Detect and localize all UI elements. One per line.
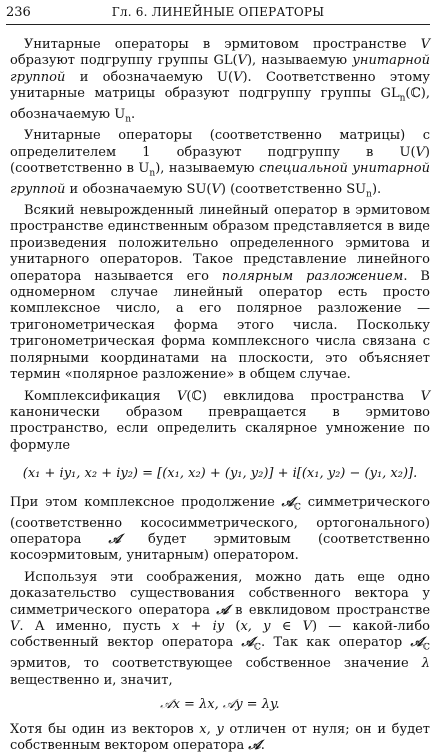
paragraph-complex-extension: При этом комплексное продолжение 𝒜$_ℂ$ симметрического (соответственно кососимметрического, ортогонального) оператора 𝒜 будет эрмитовым (соответственно косоэрмитовым, унитарным) оператором.	[10, 494, 431, 564]
paragraph-complexification: Комплексификация V(ℂ) евклидова пространства V канонически образом превращается в эрмитово пространство, если определить скалярное умножение по формуле	[10, 388, 430, 453]
paragraph-unitary-group: Унитарные операторы в эрмитовом пространстве V образуют подгруппу группы GL(V), называемую унитарной группой и обозначаемую U(V). Соответственно этому унитарные матрицы образуют подгруппу группы $GL_n(ℂ)$, обозначаемую $U_n$.	[10, 37, 430, 125]
page-number: 236	[6, 5, 31, 20]
paragraph-eigenvector-proof: Используя эти соображения, можно дать еще одно доказательство существования собственного вектора у симметрического оператора 𝒜 в евклидовом пространстве V. А именно, пусть x + iy (x, y ∈ V) — какой-либо собственный вектор оператора 𝒜$_ℂ$. Так как оператор 𝒜$_ℂ$ эрмитов, то соответствующее собственное значение λ вещественно и, значит,	[10, 569, 431, 688]
paragraph-special-unitary: Унитарные операторы (соответственно матрицы) с определителем 1 образуют подгруппу в U(V) (соответственно в $U_n$), называемую специальной унитарной группой и обозначаемую SU(V) (соответственно $SU_n$).	[10, 128, 430, 200]
page-header	[6, 4, 430, 25]
equation-eigen: 𝒜x = λx, 𝒜y = λy.	[160, 697, 280, 713]
paragraph-conclusion: Хотя бы один из векторов x, y отличен от нуля; он и будет собственным вектором оператора 𝒜.	[10, 721, 430, 753]
page-body	[10, 37, 430, 754]
paragraph-polar-decomposition: Всякий невырожденный линейный оператор в эрмитовом пространстве единственным образом представляется в виде произведения положительно определенного эрмитова и унитарного операторов. Такое представление линейного оператора называется его полярным разложением. В одномерном случае линейный оператор есть просто комплексное число, а его полярное разложение — тригонометрическая форма этого числа. Поскольку тригонометрическая форма комплексного числа связана с полярными координатами на плоскости, это объясняет термин «полярное разложение» в общем случае.	[10, 203, 430, 383]
equation-scalar-product: (x₁ + iy₁, x₂ + iy₂) = [(x₁, x₂) + (y₁, y₂)] + i[(x₁, y₂) − (y₁, x₂)].	[22, 466, 418, 482]
running-title: Гл. 6. ЛИНЕЙНЫЕ ОПЕРАТОРЫ	[111, 5, 325, 19]
